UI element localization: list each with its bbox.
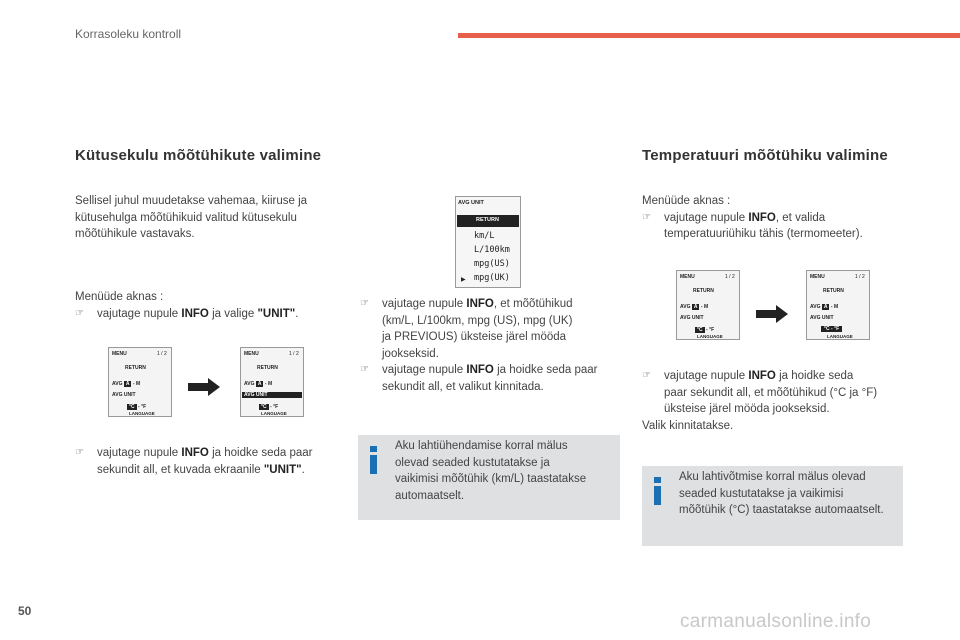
right-section-title: Temperatuuri mõõtühiku valimine — [642, 147, 888, 164]
right-menu-steps — [642, 193, 932, 243]
lcd-screen-right-a: MENU 1 / 2 RETURN AVG A - M AVG UNIT °C - °F LANGUAGE — [676, 270, 740, 340]
left-section-title: Kütusekulu mõõtühikute valimine — [75, 147, 322, 164]
header-accent-bar — [458, 33, 960, 38]
pointer-icon: ☞ — [642, 211, 651, 223]
pointer-icon: ☞ — [75, 307, 84, 319]
step-item: ☞ vajutage nupule INFO ja hoidke seda paar sekundit all, et mõõtühikud (°C ja °F) üksteise järel mööda jookseksid. — [642, 370, 878, 415]
header-title: Korrasoleku kontroll — [75, 27, 182, 41]
pointer-icon: ☞ — [360, 364, 369, 375]
left-menu-steps — [75, 289, 355, 322]
info-box-middle: Aku lahtiühendamise korral mälus olevad seaded kustutatakse ja vaikimisi mõõtühik (km/L) taastatakse automaatselt. — [358, 435, 620, 520]
page-number: 50 — [18, 604, 32, 618]
pointer-icon: ☞ — [642, 370, 651, 381]
step-item: ☞ vajutage nupule INFO ja valige "UNIT". — [75, 306, 355, 323]
left-step-hold — [75, 445, 355, 478]
lcd-screen-left-b: MENU 1 / 2 RETURN AVG A - M AVG UNIT °C - °F LANGUAGE — [240, 347, 304, 417]
step-item: ☞ vajutage nupule INFO ja hoidke seda paar sekundit all, et kuvada ekraanile "UNIT". — [75, 447, 313, 476]
info-box-right: Aku lahtivõtmise korral mälus olevad seaded kustutatakse ja vaikimisi mõõtühik (°C) taastatakse automaatselt. — [642, 466, 903, 546]
watermark: carmanualsonline.info — [680, 611, 872, 632]
arrow-right-icon — [188, 378, 220, 396]
info-icon — [367, 446, 381, 476]
info-icon — [651, 477, 665, 507]
pointer-icon: ☞ — [360, 298, 369, 309]
lcd-screen-right-b: MENU 1 / 2 RETURN AVG A - M AVG UNIT °C - °F LANGUAGE — [806, 270, 870, 340]
left-intro: Sellisel juhul muudetakse vahemaa, kiiruse ja kütusehulga mõõtühikuid valitud kütusekulu mõõtühikule vastavaks. — [75, 195, 308, 240]
step-item: ☞ vajutage nupule INFO, et valida temperatuuriühiku tähis (termomeeter). — [642, 211, 863, 240]
step-item: ☞ vajutage nupule INFO, et mõõtühikud (km/L, L/100km, mpg (US), mpg (UK) ja PREVIOUS) üksteise järel mööda jookseksid. — [360, 298, 573, 360]
arrow-right-icon — [756, 305, 788, 323]
pointer-icon: ☞ — [75, 447, 84, 458]
right-step-hold — [642, 368, 942, 434]
lcd-screen-left-a: MENU 1 / 2 RETURN AVG A - M AVG UNIT °C - °F LANGUAGE — [108, 347, 172, 417]
confirm-text: Valik kinnitatakse. — [642, 419, 734, 432]
middle-steps — [360, 296, 630, 395]
selector-triangle-icon: ▶ — [461, 277, 466, 283]
step-item: ☞ vajutage nupule INFO ja hoidke seda paar sekundit all, et valikut kinnitada. — [360, 364, 598, 393]
menu-heading: Menüüde aknas : — [642, 195, 731, 207]
menu-heading: Menüüde aknas : — [75, 291, 164, 303]
avg-unit-screen: AVG UNIT RETURN km/L L/100km mpg(US) ▶ mpg(UK) — [455, 196, 521, 288]
